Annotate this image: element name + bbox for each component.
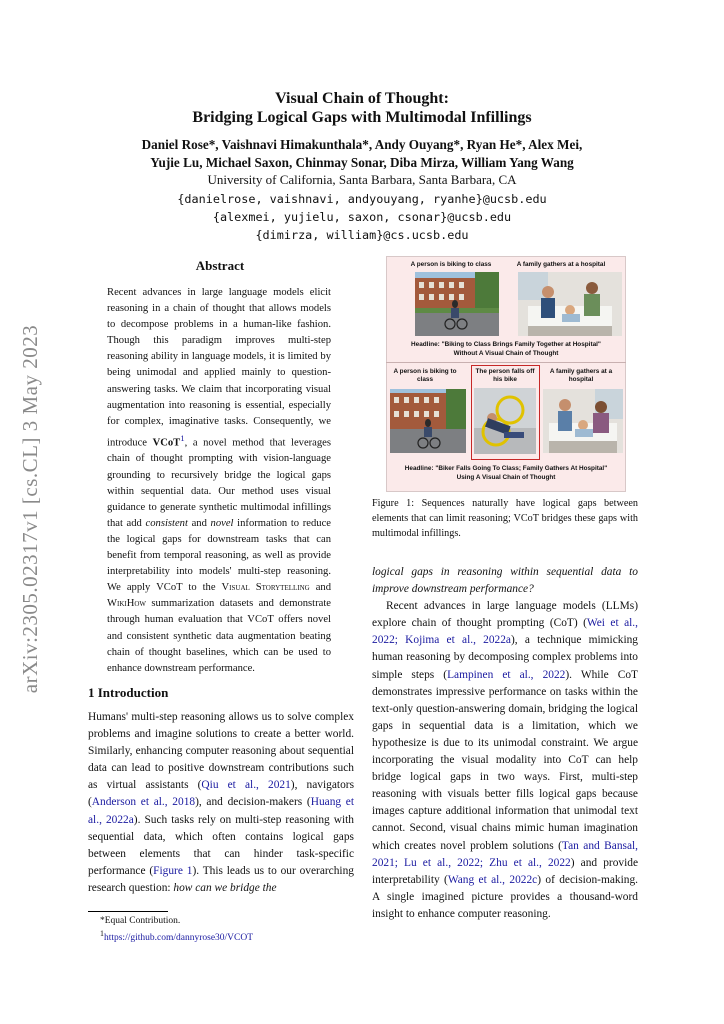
abstract-body: Recent advances in large language models elicit reasoning in a chain of thought that allows models to decompose problems in a human-like fashion. Though this paradigm improves multi-step reasoning ability in language models, it is limited by being unimodal and applied mainly to question-answering tasks. We claim that incorporating visual augmentation into reasoning is essential, especially for complex, imaginative tasks. Consequently, we introduce VCoT$^1$, a novel method that leverages chain of thought prompting with vision-language grounding to recursively bridge the logical gaps within sequential data. Our method uses visual guidance to generate synthetic multimodal infillings that add consistent and novel information to reduce the logical gaps for downstream tasks that can benefit from temporal reasoning, as well as provide interpretability into models' multi-step reasoning. We apply VCoT to the Visual Storytelling and WikiHow summarization datasets and demonstrate through human evaluation that VCoT offers novel and consistent synthetic data augmentation beating chain of thought baselines, which can be used to enhance downstream performance. — [107, 287, 332, 674]
fig-bottom-headline: Headline: "Biker Falls Going To Class; Family Gathers At Hospital" — [404, 465, 608, 472]
photo-biker-falls — [474, 388, 536, 454]
email-line-2: {alexmei, yujielu, saxon, csonar}@ucsb.edu — [212, 210, 512, 224]
citation-wei-kojima[interactable]: Wei et al., 2022; Kojima et al., 2022a — [372, 617, 638, 647]
authors-line-1: Daniel Rose*, Vaishnavi Himakunthala*, Andy Ouyang*, Ryan He*, Alex Mei, — [141, 137, 583, 152]
affiliation: University of California, Santa Barbara, Santa Barbara, CA — [207, 172, 517, 187]
fig-top-headline: Headline: "Biking to Class Brings Family Together at Hospital" — [411, 341, 601, 348]
citation-anderson[interactable]: Anderson et al., 2018 — [91, 796, 196, 809]
research-question: logical gaps in reasoning within sequential data to improve downstream performance? — [372, 566, 638, 596]
photo-family-hospital — [518, 272, 622, 336]
footnote-github: $^1$https://github.com/dannyrose30/VCOT — [100, 929, 254, 944]
email-line-1: {danielrose, vaishnavi, andyouyang, ryanhe}@ucsb.edu — [177, 192, 547, 206]
footnote-equal: *Equal Contribution. — [100, 916, 181, 926]
citation-huang[interactable]: Huang et al., 2022a — [88, 796, 355, 826]
paper-title — [0, 89, 724, 127]
email-line-3: {dimirza, william}@cs.ucsb.edu — [255, 228, 469, 242]
fig-top-subtitle: Without A Visual Chain of Thought — [453, 350, 559, 357]
emails — [0, 190, 724, 244]
fig-bottom-label-3: A family gathers at a hospital — [549, 368, 613, 383]
figure-divider — [386, 362, 626, 363]
title-line-1: Visual Chain of Thought: — [275, 90, 449, 107]
photo-family-hospital-2 — [543, 389, 623, 453]
intro-right-column: logical gaps in reasoning within sequential data to improve downstream performance? Recent advances in large language models (LLMs) explore chain of thought prompting (CoT) (Wei et al., 2022; Kojima et al., 2022a), a technique mimicking human reasoning by decomposing complex problems into simple steps (Lampinen et al., 2022). While CoT demonstrates impressive performance on tasks within the text-only question-answering domain, bridging the logical gaps in sequential data is a limitation, which we hypothesize is due to its unimodal constraint. We argue incorporating the visual modality into CoT can help bridge logical gaps in two ways. First, multi-step reasoning with visuals better fills logical gaps because images capture additional information that unimodal text cannot. Second, visual chains mimic human imagination which creates novel problem solutions (Tan and Bansal, 2021; Lu et al., 2022; Zhu et al., 2022) and provide interpretability (Wang et al., 2022c) of decision-making. A single imagined picture provides a thousand-word insight to enhance computer reasoning. — [372, 566, 639, 920]
fig-bottom-label-2: The person falls off his bike — [475, 368, 535, 383]
footnote-rule — [88, 911, 168, 912]
fig-bottom-label-1: A person is biking to class — [393, 368, 457, 383]
authors — [0, 136, 724, 172]
figure-1-ref[interactable]: Figure 1 — [153, 864, 193, 877]
title-line-2: Bridging Logical Gaps with Multimodal Infillings — [192, 109, 532, 126]
abstract-heading: Abstract — [195, 258, 245, 273]
authors-line-2: Yujie Lu, Michael Saxon, Chinmay Sonar, Diba Mirza, William Yang Wang — [150, 155, 574, 170]
footnote-ref-1[interactable]: 1 — [180, 432, 185, 443]
vcot-term: VCoT — [152, 437, 181, 449]
figure-1-caption: Figure 1: Sequences naturally have logical gaps between elements that can limit reasoning; VCoT bridges these gaps with multimodal infillings. — [372, 498, 638, 539]
github-link[interactable]: https://github.com/dannyrose30/VCOT — [103, 933, 254, 944]
fig-bottom-subtitle: Using A Visual Chain of Thought — [456, 474, 556, 481]
citation-lampinen[interactable]: Lampinen et al., 2022 — [447, 668, 566, 681]
intro-paragraph: Humans' multi-step reasoning allows us to solve complex problems and imagine solutions to create a better world. Similarly, enhancing computer reasoning about sequential data can lead to positive downstream contributions such as virtual assistants (Qiu et al., 2021), navigators (Anderson et al., 2018), and decision-makers (Huang et al., 2022a). Such tasks rely on multi-step reasoning with sequential data, which often contains logical gaps between elements that can hinder task-specific performance (Figure 1). This leads us to our overarching research question: how can we bridge the — [88, 711, 355, 894]
fig-top-right-label: A family gathers at a hospital — [516, 261, 606, 268]
citation-tan-lu-zhu[interactable]: Tan and Bansal, 2021; Lu et al., 2022; Zhu et al., 2022 — [372, 839, 639, 869]
photo-biking-to-class — [415, 272, 499, 336]
citation-wang[interactable]: Wang et al., 2022c — [447, 873, 538, 886]
photo-biking-to-class-2 — [390, 389, 466, 453]
citation-qiu[interactable]: Qiu et al., 2021 — [201, 779, 291, 792]
arxiv-stamp: arXiv:2305.02317v1 [cs.CL] 3 May 2023 — [18, 324, 42, 694]
fig-top-left-label: A person is biking to class — [410, 261, 492, 268]
intro-heading: 1 Introduction — [88, 685, 169, 700]
